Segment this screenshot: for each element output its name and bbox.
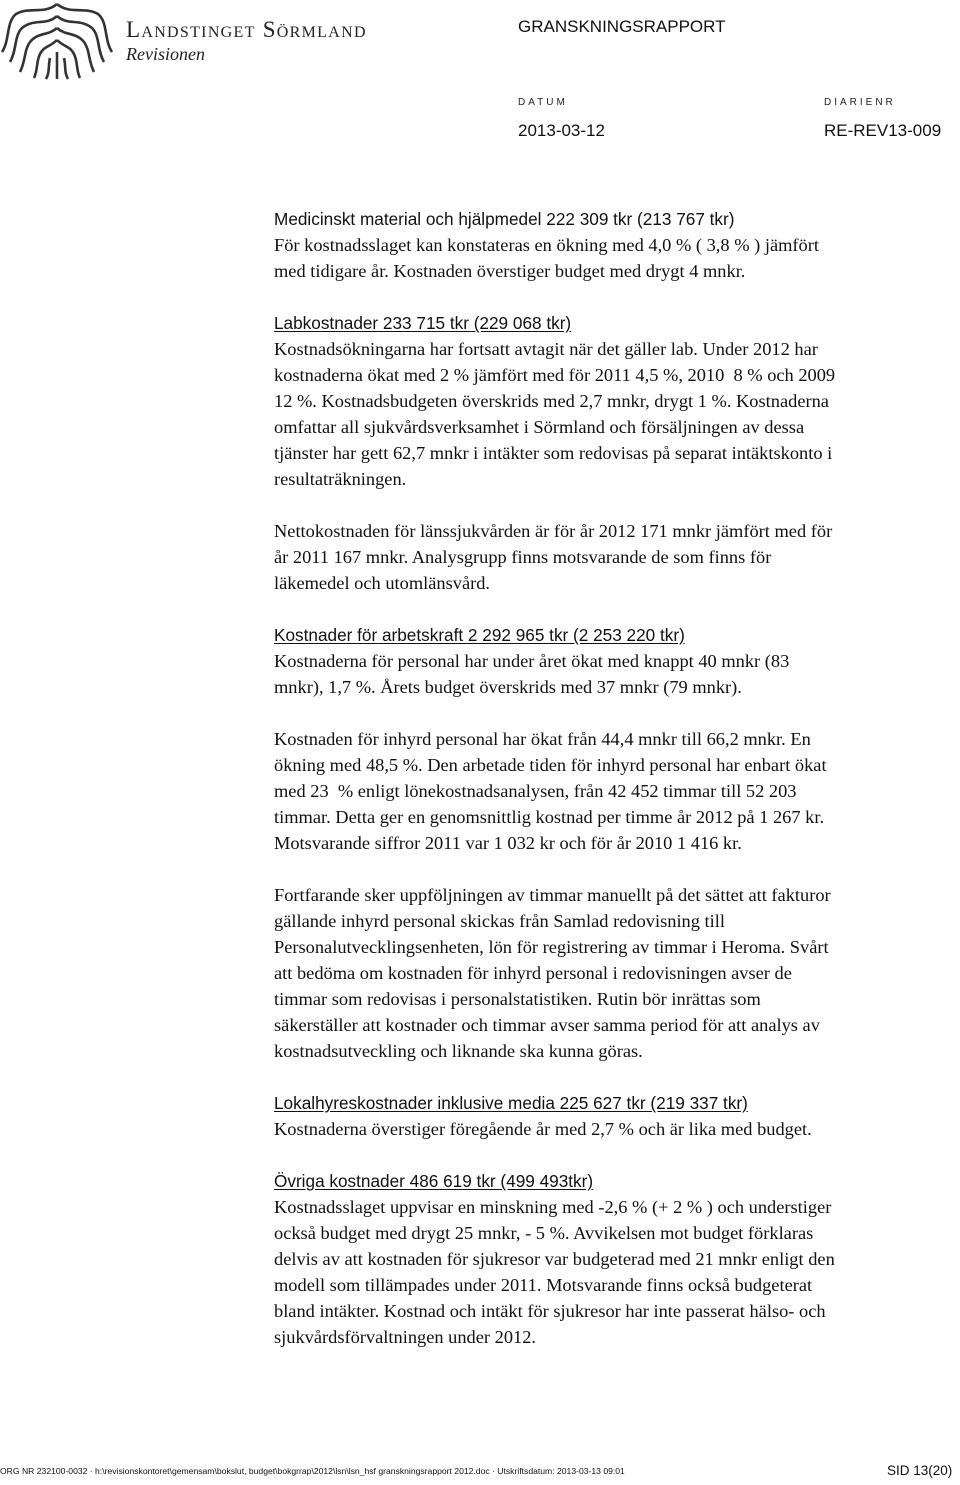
report-type: GRANSKNINGSRAPPORT (518, 17, 726, 36)
section-heading: Labkostnader 233 715 tkr (229 068 tkr) (274, 313, 572, 333)
report-section (274, 518, 960, 596)
body-line: resultaträkningen. (274, 469, 407, 489)
page-number: SID 13(20) (887, 1463, 953, 1478)
body-line: också budget med drygt 25 mnkr, - 5 %. Avvikelsen mot budget förklaras (274, 1223, 814, 1243)
date-value: 2013-03-12 (518, 121, 605, 140)
paragraph-gap (274, 596, 960, 622)
body-line: Fortfarande sker uppföljningen av timmar manuellt på det sättet att fakturor (274, 885, 831, 905)
body-line: Kostnaderna för personal har under året ökat med knappt 40 mnkr (83 (274, 651, 790, 671)
body-line: ökning med 48,5 %. Den arbetade tiden för inhyrd personal har enbart ökat (274, 755, 827, 775)
body-line: timmar som redovisas i personalstatistiken. Rutin bör inrättas som (274, 989, 761, 1009)
body-line: 12 %. Kostnadsbudgeten överskrids med 2,7 mnkr, drygt 1 %. Kostnaderna (274, 391, 829, 411)
organization-subtitle: Revisionen (126, 44, 205, 64)
section-heading: Övriga kostnader 486 619 tkr (499 493tkr) (274, 1171, 594, 1191)
body-line: med 23 % enligt lönekostnadsanalysen, från 42 452 timmar till 52 203 (274, 781, 797, 801)
report-body (274, 206, 960, 1350)
landstinget-logo (0, 0, 115, 80)
report-section (274, 1168, 960, 1350)
body-line: modell som tillämpades under 2011. Motsvarande finns också budgeterat (274, 1275, 813, 1295)
date-label: DATUM (518, 97, 568, 108)
body-line: timmar. Detta ger en genomsnittlig kostnad per timme år 2012 på 1 267 kr. (274, 807, 825, 827)
reference-value: RE-REV13-009 (824, 121, 942, 140)
body-line: bland intäkter. Kostnad och intäkt för sjukresor har inte passerat hälso- och (274, 1301, 826, 1321)
body-line: omfattar all sjukvårdsverksamhet i Sörmland och försäljningen av dessa (274, 417, 805, 437)
body-line: delvis av att kostnaden för sjukresor var budgeterad med 21 mnkr enligt den (274, 1249, 835, 1269)
body-line: Personalutvecklingsenheten, lön för registrering av timmar i Heroma. Svårt (274, 937, 829, 957)
report-section (274, 882, 960, 1064)
body-line: Kostnadsökningarna har fortsatt avtagit när det gäller lab. Under 2012 har (274, 339, 818, 359)
report-section (274, 726, 960, 856)
body-line: kostnadsutveckling och liknande ska kunna göras. (274, 1041, 643, 1061)
body-line: För kostnadsslaget kan konstateras en ökning med 4,0 % ( 3,8 % ) jämfört (274, 235, 819, 255)
section-heading: Lokalhyreskostnader inklusive media 225 627 tkr (219 337 tkr) (274, 1093, 748, 1113)
paragraph-gap (274, 856, 960, 882)
organization-name: Landstinget Sörmland (126, 17, 367, 42)
paragraph-gap (274, 284, 960, 310)
body-line: sjukvårdsförvaltningen under 2012. (274, 1327, 537, 1347)
report-section (274, 1090, 960, 1142)
section-heading: Medicinskt material och hjälpmedel 222 309 tkr (213 767 tkr) (274, 209, 735, 229)
footer-path: ORG NR 232100-0032 · h:\revisionskontoret\gemensam\bokslut, budget\bokgrrap\2012\lsn\lsn_hsf granskningsrapport 2012.doc · Utskriftsdatum: 2013-03-13 09:01 (0, 1466, 625, 1476)
reference-label: DIARIENR (824, 97, 896, 108)
body-line: säkerställer att kostnader och timmar avser samma period för att analys av (274, 1015, 820, 1035)
body-line: kostnaderna ökat med 2 % jämfört med för 2011 4,5 %, 2010 8 % och 2009 (274, 365, 836, 385)
paragraph-gap (274, 700, 960, 726)
body-line: läkemedel och utomlänsvård. (274, 573, 491, 593)
paragraph-gap (274, 1142, 960, 1168)
paragraph-gap (274, 1064, 960, 1090)
paragraph-gap (274, 492, 960, 518)
body-line: år 2011 167 mnkr. Analysgrupp finns motsvarande de som finns för (274, 547, 772, 567)
body-line: Kostnaderna överstiger föregående år med 2,7 % och är lika med budget. (274, 1119, 812, 1139)
report-section (274, 206, 960, 284)
body-line: med tidigare år. Kostnaden överstiger budget med drygt 4 mnkr. (274, 261, 746, 281)
report-section (274, 622, 960, 700)
body-line: Nettokostnaden för länssjukvården är för år 2012 171 mnkr jämfört med för (274, 521, 833, 541)
body-line: att bedöma om kostnaden för inhyrd personal i redovisningen avser de (274, 963, 792, 983)
body-line: mnkr), 1,7 %. Årets budget överskrids med 37 mnkr (79 mnkr). (274, 677, 742, 697)
body-line: gällande inhyrd personal skickas från Samlad redovisning till (274, 911, 725, 931)
body-line: Kostnaden för inhyrd personal har ökat från 44,4 mnkr till 66,2 mnkr. En (274, 729, 811, 749)
section-heading: Kostnader för arbetskraft 2 292 965 tkr (2 253 220 tkr) (274, 625, 685, 645)
body-line: Motsvarande siffror 2011 var 1 032 kr och för år 2010 1 416 kr. (274, 833, 742, 853)
body-line: Kostnadsslaget uppvisar en minskning med -2,6 % (+ 2 % ) och understiger (274, 1197, 832, 1217)
report-section (274, 310, 960, 492)
body-line: tjänster har gett 62,7 mnkr i intäkter som redovisas på separat intäktskonto i (274, 443, 833, 463)
